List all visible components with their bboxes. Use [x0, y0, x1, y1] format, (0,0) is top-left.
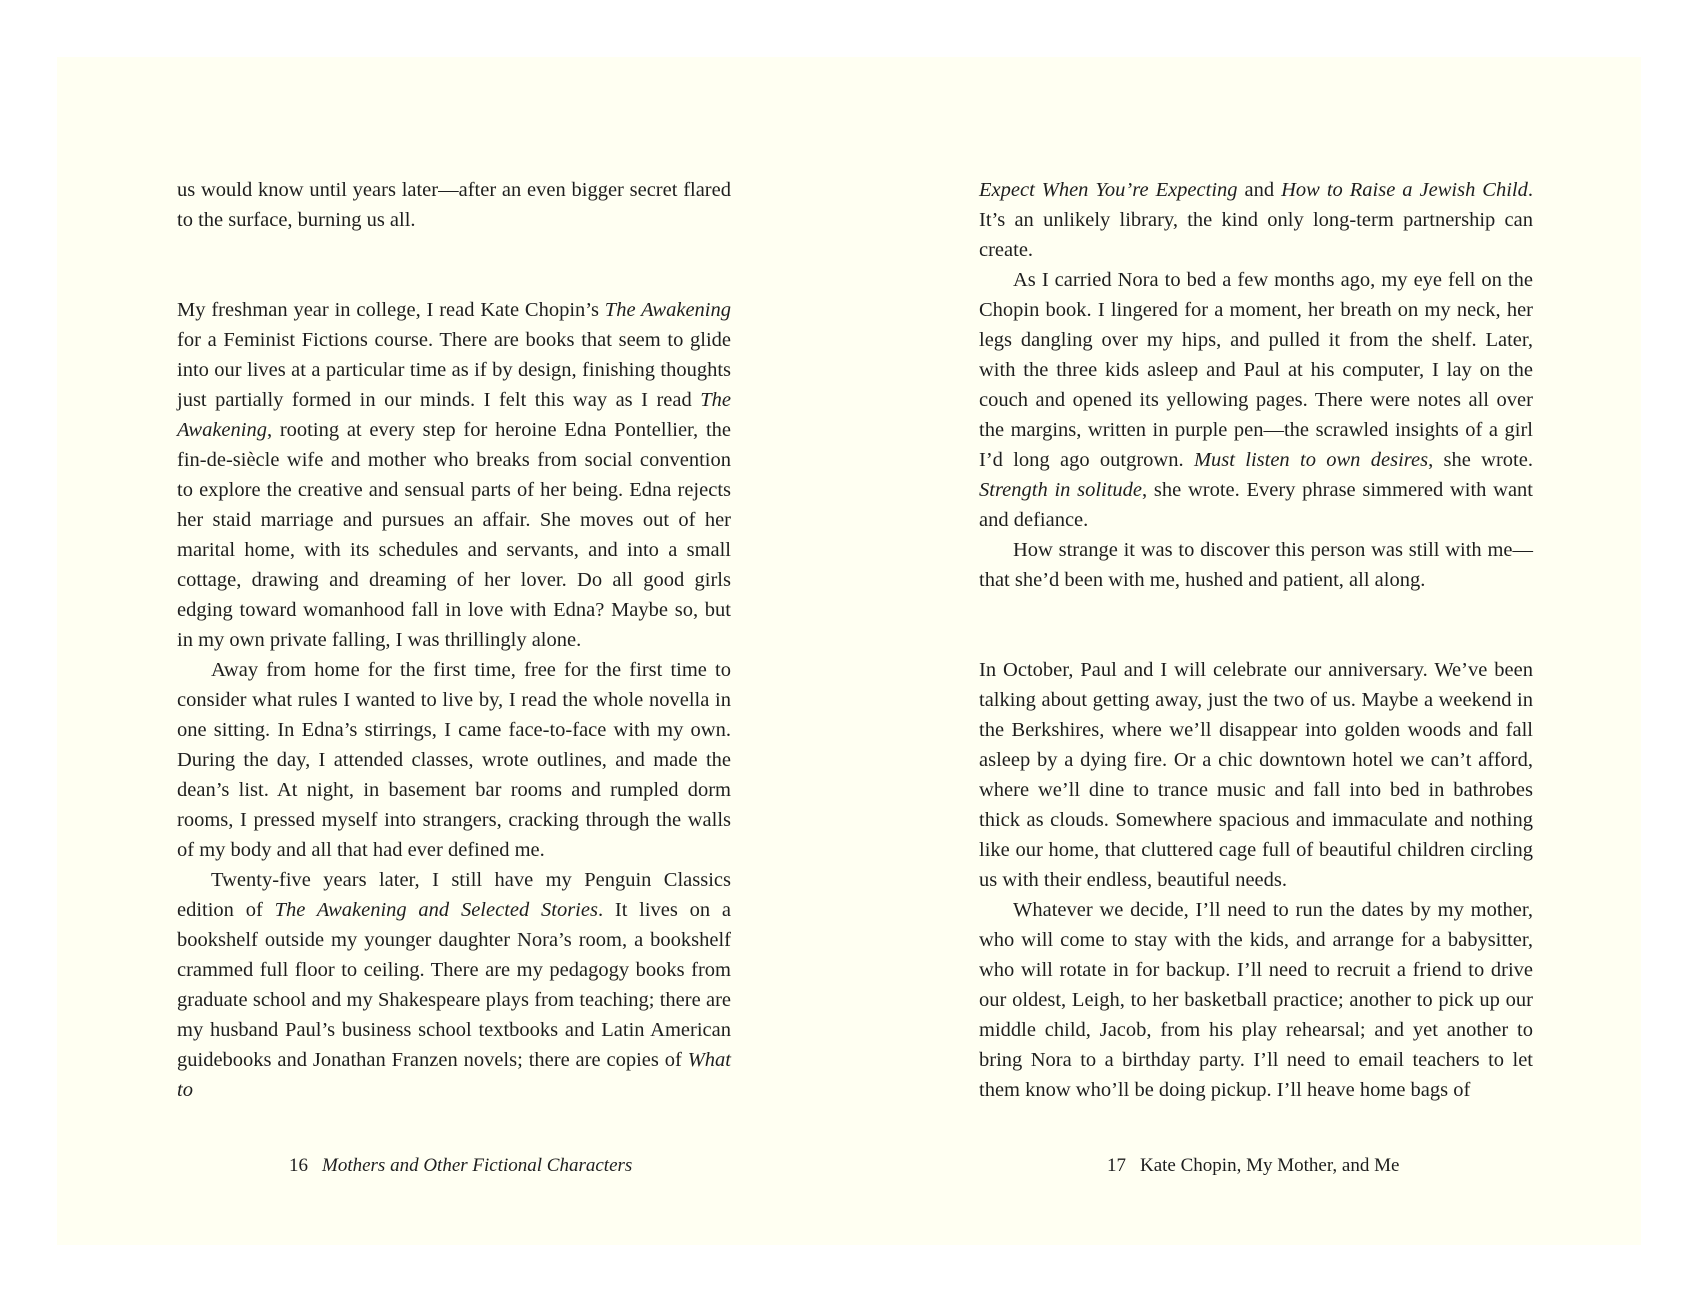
right-paragraph-1: Expect When You’re Expecting and How to Raise a Jewish Child. It’s an unlikely library, the kind only long-term partnership can create. [979, 179, 1533, 261]
left-paragraph-3: Away from home for the first time, free for the first time to consider what rules I wanted to live by, I read the whole novella in one sitting. In Edna’s stirrings, I came face-to-face with my own. During the day, I attended classes, wrote outlines, and made the dean’s list. At night, in basement bar rooms and rumpled dorm rooms, I pressed myself into strangers, cracking through the walls of my body and all that had ever defined me. [177, 659, 731, 861]
left-paragraph-1: us would know until years later—after an even bigger secret flared to the surface, burning us all. [177, 179, 731, 231]
margin-note-italic: Must listen to own desires [1193, 449, 1429, 471]
right-paragraph-4: In October, Paul and I will celebrate our anniversary. We’ve been talking about getting away, just the two of us. Maybe a weekend in the Berkshires, where we’ll disappear into golden woods and fall asleep by a dying fire. Or a chic downtown hotel we can’t afford, where we’ll dine to trance music and fall into bed in bathrobes thick as clouds. Somewhere spacious and immaculate and nothing like our home, that cluttered cage full of beautiful children circling us with their endless, beautiful needs. [979, 659, 1533, 891]
left-paragraph-4: Twenty-five years later, I still have my Penguin Classics edition of The Awakening and Selected Stories. It lives on a bookshelf outside my younger daughter Nora’s room, a bookshelf crammed full floor to ceiling. There are my pedagogy books from graduate school and my Shakespeare plays from teaching; there are my husband Paul’s business school textbooks and Latin American guidebooks and Jonathan Franzen novels; there are copies of What to [177, 869, 732, 1101]
page-number: 16 [289, 1155, 308, 1176]
right-paragraph-5: Whatever we decide, I’ll need to run the dates by my mother, who will come to stay with the kids, and arrange for a babysitter, who will rotate in for backup. I’ll need to recruit a friend to drive our oldest, Leigh, to her basketball practice; another to pick up our middle child, Jacob, from his play rehearsal; and yet another to bring Nora to a birthday party. I’ll need to email teachers to let them know who’ll be doing pickup. I’ll heave home bags of [979, 899, 1533, 1101]
page-number: 17 [1107, 1155, 1126, 1176]
book-title-italic: Expect When You’re Expecting [979, 179, 1238, 201]
running-title: Kate Chopin, My Mother, and Me [1140, 1155, 1400, 1176]
book-title-italic: The Awakening [604, 299, 731, 321]
book-title-italic: The Awakening [177, 389, 731, 441]
book-title-italic: What to [177, 1049, 731, 1101]
book-spread [57, 57, 1641, 1245]
book-title-italic: How to Raise a Jewish Child [1281, 179, 1528, 201]
left-page-body [177, 175, 731, 1105]
right-paragraph-2: As I carried Nora to bed a few months ago, my eye fell on the Chopin book. I lingered for a moment, her breath on my neck, her legs dangling over my hips, and pulled it from the shelf. Later, with the three kids asleep and Paul at his computer, I lay on the couch and opened its yellowing pages. There were notes all over the margins, written in purple pen—the scrawled insights of a girl I’d long ago outgrown. Must listen to own desires, she wrote. Strength in solitude, she wrote. Every phrase simmered with want and defiance. [979, 269, 1533, 531]
right-paragraph-3: How strange it was to discover this person was still with me—that she’d been with me, hushed and patient, all along. [979, 539, 1533, 591]
section-break [177, 235, 731, 295]
left-paragraph-2: My freshman year in college, I read Kate Chopin’s The Awakening for a Feminist Fictions course. There are books that seem to glide into our lives at a particular time as if by design, finishing thoughts just partially formed in our minds. I felt this way as I read The Awakening, rooting at every step for heroine Edna Pontellier, the fin-de-siècle wife and mother who breaks from social convention to explore the creative and sensual parts of her being. Edna rejects her staid marriage and pursues an affair. She moves out of her marital home, with its schedules and servants, and into a small cottage, drawing and dreaming of her lover. Do all good girls edging toward womanhood fall in love with Edna? Maybe so, but in my own private falling, I was thrillingly alone. [177, 299, 731, 651]
margin-note-italic: Strength in solitude [979, 479, 1143, 501]
section-break [979, 595, 1533, 655]
right-page-footer [1107, 1155, 1399, 1177]
running-title: Mothers and Other Fictional Characters [322, 1155, 633, 1176]
book-title-italic: The Awakening and Selected Stories [274, 899, 598, 921]
left-page-footer [289, 1155, 632, 1177]
right-page-body [979, 175, 1533, 1105]
